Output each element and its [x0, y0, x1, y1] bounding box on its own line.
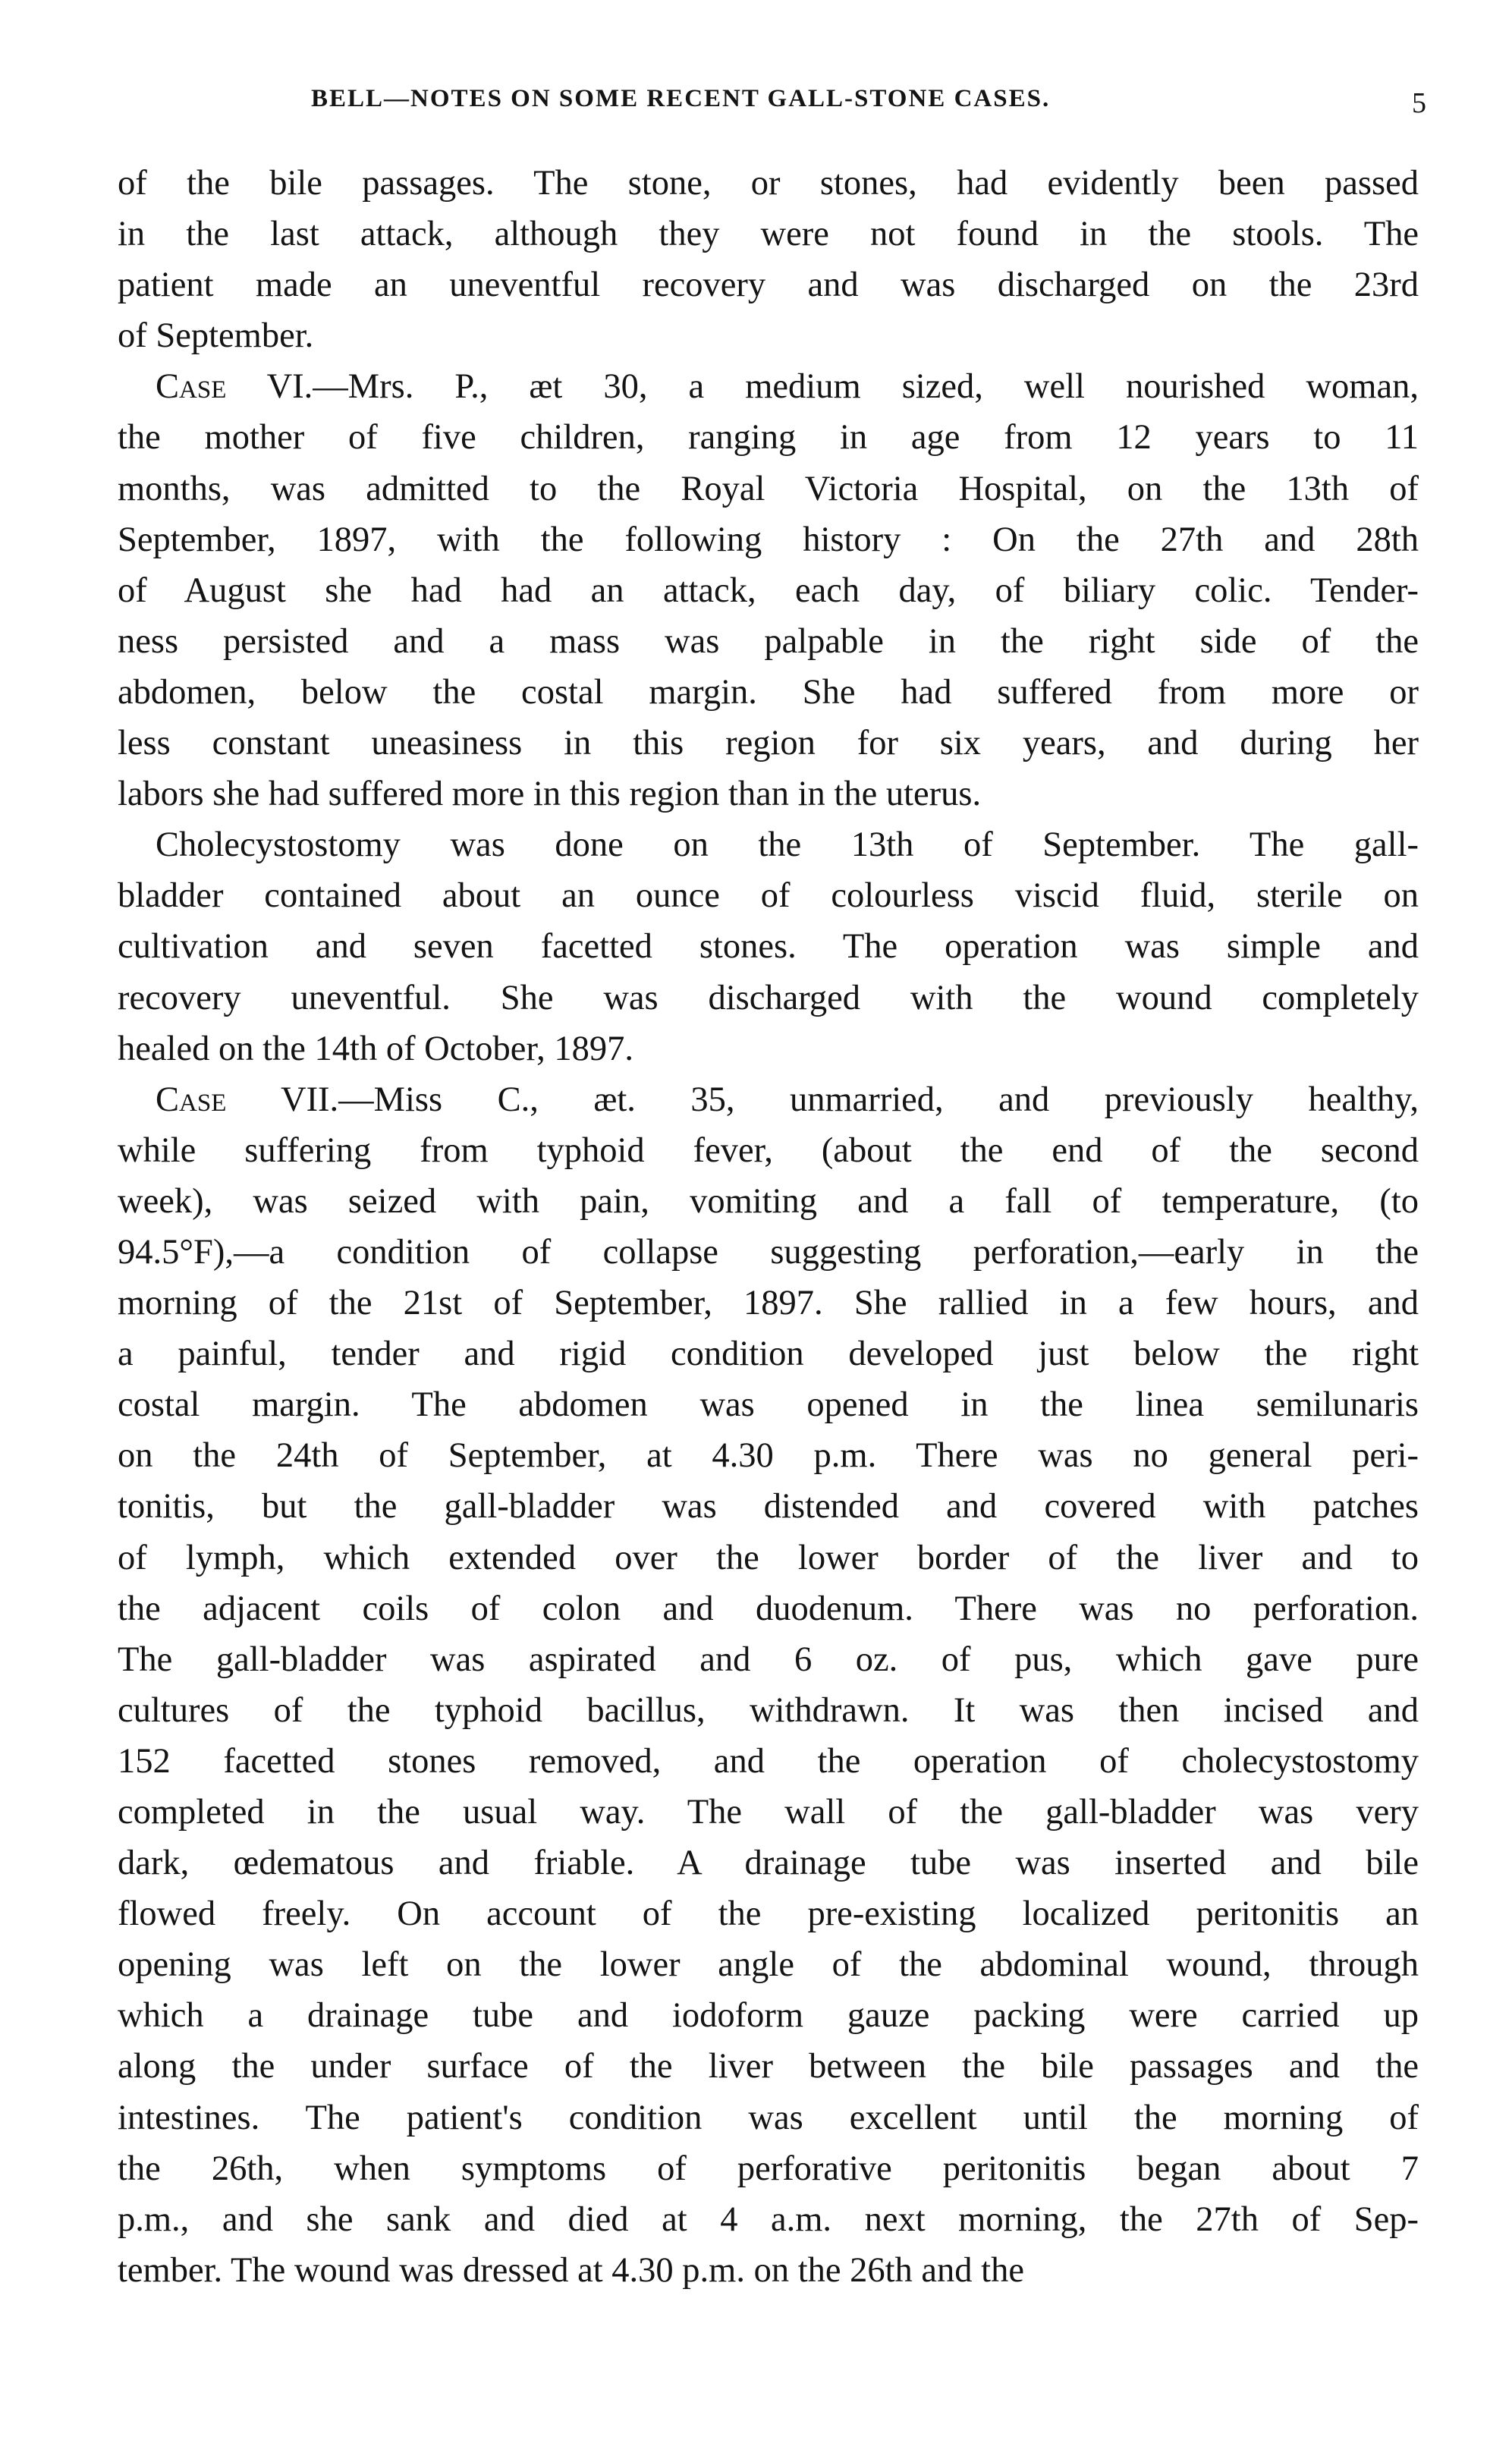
text-line	[118, 870, 1419, 921]
line-text: flowed freely. On account of the pre-existing localized peritonitis an	[118, 1894, 1419, 1934]
line-text: months, was admitted to the Royal Victoria Hospital, on the 13th of	[118, 469, 1419, 508]
text-line	[118, 1787, 1419, 1838]
page-number: 5	[1412, 87, 1426, 119]
line-text: cultures of the typhoid bacillus, withdrawn. It was then incised and	[118, 1690, 1419, 1730]
text-line	[118, 1888, 1419, 1939]
line-text: costal margin. The abdomen was opened in the linea semilunaris	[118, 1385, 1419, 1425]
line-text: of lymph, which extended over the lower border of the liver and to	[118, 1538, 1419, 1577]
line-text: the adjacent coils of colon and duodenum. There was no perforation.	[118, 1589, 1419, 1628]
line-text: week), was seized with pain, vomiting and a fall of temperature, (to	[118, 1181, 1419, 1221]
line-text: of August she had had an attack, each day, of biliary colic. Tender-	[118, 571, 1419, 610]
text-line	[118, 667, 1419, 718]
line-text: opening was left on the lower angle of the abdominal wound, through	[118, 1945, 1419, 1985]
line-text: of September.	[118, 316, 314, 356]
paragraph	[118, 819, 1419, 1074]
text-line	[118, 718, 1419, 769]
line-text: while suffering from typhoid fever, (about the end of the second	[118, 1130, 1419, 1170]
running-head	[121, 85, 1426, 130]
line-text: Cholecystostomy was done on the 13th of September. The gall-	[156, 825, 1419, 865]
line-text: tonitis, but the gall-bladder was distended and covered with patches	[118, 1487, 1419, 1527]
text-line	[118, 2143, 1419, 2194]
text-line	[118, 310, 1419, 361]
text-line	[118, 1278, 1419, 1328]
text-line	[118, 616, 1419, 667]
text-line	[118, 2245, 1419, 2296]
line-text: a painful, tender and rigid condition developed just below the right	[118, 1335, 1419, 1374]
text-line	[118, 1990, 1419, 2041]
text-line	[118, 464, 1419, 514]
text-line	[118, 514, 1419, 565]
line-text: the 26th, when symptoms of perforative peritonitis began about 7	[118, 2149, 1419, 2188]
line-text: —Miss C., æt. 35, unmarried, and previously healthy,	[338, 1080, 1419, 1119]
text-line	[118, 973, 1419, 1023]
line-text: healed on the 14th of October, 1897.	[118, 1029, 633, 1068]
text-line	[118, 1583, 1419, 1634]
line-text: The gall-bladder was aspirated and 6 oz. of pus, which gave pure	[118, 1640, 1419, 1679]
line-text: dark, œdematous and friable. A drainage tube was inserted and bile	[118, 1844, 1419, 1883]
text-line	[118, 1685, 1419, 1736]
line-text: the mother of five children, ranging in age from 12 years to 11	[118, 418, 1419, 458]
line-text: less constant uneasiness in this region for six years, and during her	[118, 724, 1419, 763]
text-line	[118, 819, 1419, 870]
line-text: patient made an uneventful recovery and was discharged on the 23rd	[118, 266, 1419, 305]
line-text: cultivation and seven facetted stones. The operation was simple and	[118, 927, 1419, 967]
paragraph	[118, 158, 1419, 361]
text-line	[118, 361, 1419, 412]
text-line	[118, 412, 1419, 463]
text-line	[118, 1481, 1419, 1532]
line-text: p.m., and she sank and died at 4 a.m. next morning, the 27th of Sep-	[118, 2199, 1419, 2239]
line-text: of the bile passages. The stone, or stones, had evidently been passed	[118, 164, 1419, 203]
text-line	[118, 1176, 1419, 1227]
case-label: Case VII.	[156, 1080, 339, 1119]
case-paragraph	[118, 361, 1419, 819]
text-line	[118, 209, 1419, 259]
line-text: recovery uneventful. She was discharged with the wound completely	[118, 978, 1419, 1017]
line-text: completed in the usual way. The wall of the gall-bladder was very	[118, 1793, 1419, 1832]
line-text: labors she had suffered more in this region than in the uterus.	[118, 775, 982, 814]
line-text: September, 1897, with the following history : On the 27th and 28th	[118, 520, 1419, 559]
line-text: ness persisted and a mass was palpable in the right side of the	[118, 621, 1419, 661]
text-line	[118, 1736, 1419, 1787]
line-text: —Mrs. P., æt 30, a medium sized, well nourished woman,	[313, 367, 1419, 407]
case-paragraph	[118, 1074, 1419, 2296]
line-text: along the under surface of the liver between the bile passages and the	[118, 2047, 1419, 2086]
text-line	[118, 1227, 1419, 1278]
text-line	[118, 2041, 1419, 2092]
line-text: morning of the 21st of September, 1897. She rallied in a few hours, and	[118, 1284, 1419, 1323]
text-line	[118, 1430, 1419, 1481]
text-line	[118, 259, 1419, 310]
text-line	[118, 921, 1419, 972]
line-text: 152 facetted stones removed, and the operation of cholecystostomy	[118, 1741, 1419, 1781]
text-line	[118, 1379, 1419, 1430]
text-line	[118, 2194, 1419, 2245]
text-line	[118, 1533, 1419, 1583]
case-label: Case VI.	[156, 367, 313, 407]
line-text: bladder contained about an ounce of colourless viscid fluid, sterile on	[118, 876, 1419, 916]
text-line	[118, 2093, 1419, 2143]
text-line	[118, 1074, 1419, 1125]
text-line	[118, 1328, 1419, 1379]
body-text	[118, 158, 1419, 2296]
line-text: on the 24th of September, at 4.30 p.m. There was no general peri-	[118, 1436, 1419, 1476]
text-line	[118, 1023, 1419, 1074]
text-line	[118, 1634, 1419, 1685]
line-text: 94.5°F),—a condition of collapse suggesting perforation,—early in the	[118, 1232, 1419, 1272]
line-text: which a drainage tube and iodoform gauze packing were carried up	[118, 1996, 1419, 2036]
line-text: abdomen, below the costal margin. She had suffered from more or	[118, 672, 1419, 712]
line-text: tember. The wound was dressed at 4.30 p.m. on the 26th and the	[118, 2250, 1024, 2290]
text-line	[118, 1838, 1419, 1888]
text-line	[118, 1125, 1419, 1176]
text-line	[118, 1939, 1419, 1990]
text-line	[118, 565, 1419, 616]
running-title: BELL—NOTES ON SOME RECENT GALL-STONE CASES.	[311, 85, 1051, 112]
text-line	[118, 769, 1419, 819]
line-text: in the last attack, although they were not found in the stools. The	[118, 215, 1419, 254]
line-text: intestines. The patient's condition was excellent until the morning of	[118, 2098, 1419, 2137]
text-line	[118, 158, 1419, 209]
